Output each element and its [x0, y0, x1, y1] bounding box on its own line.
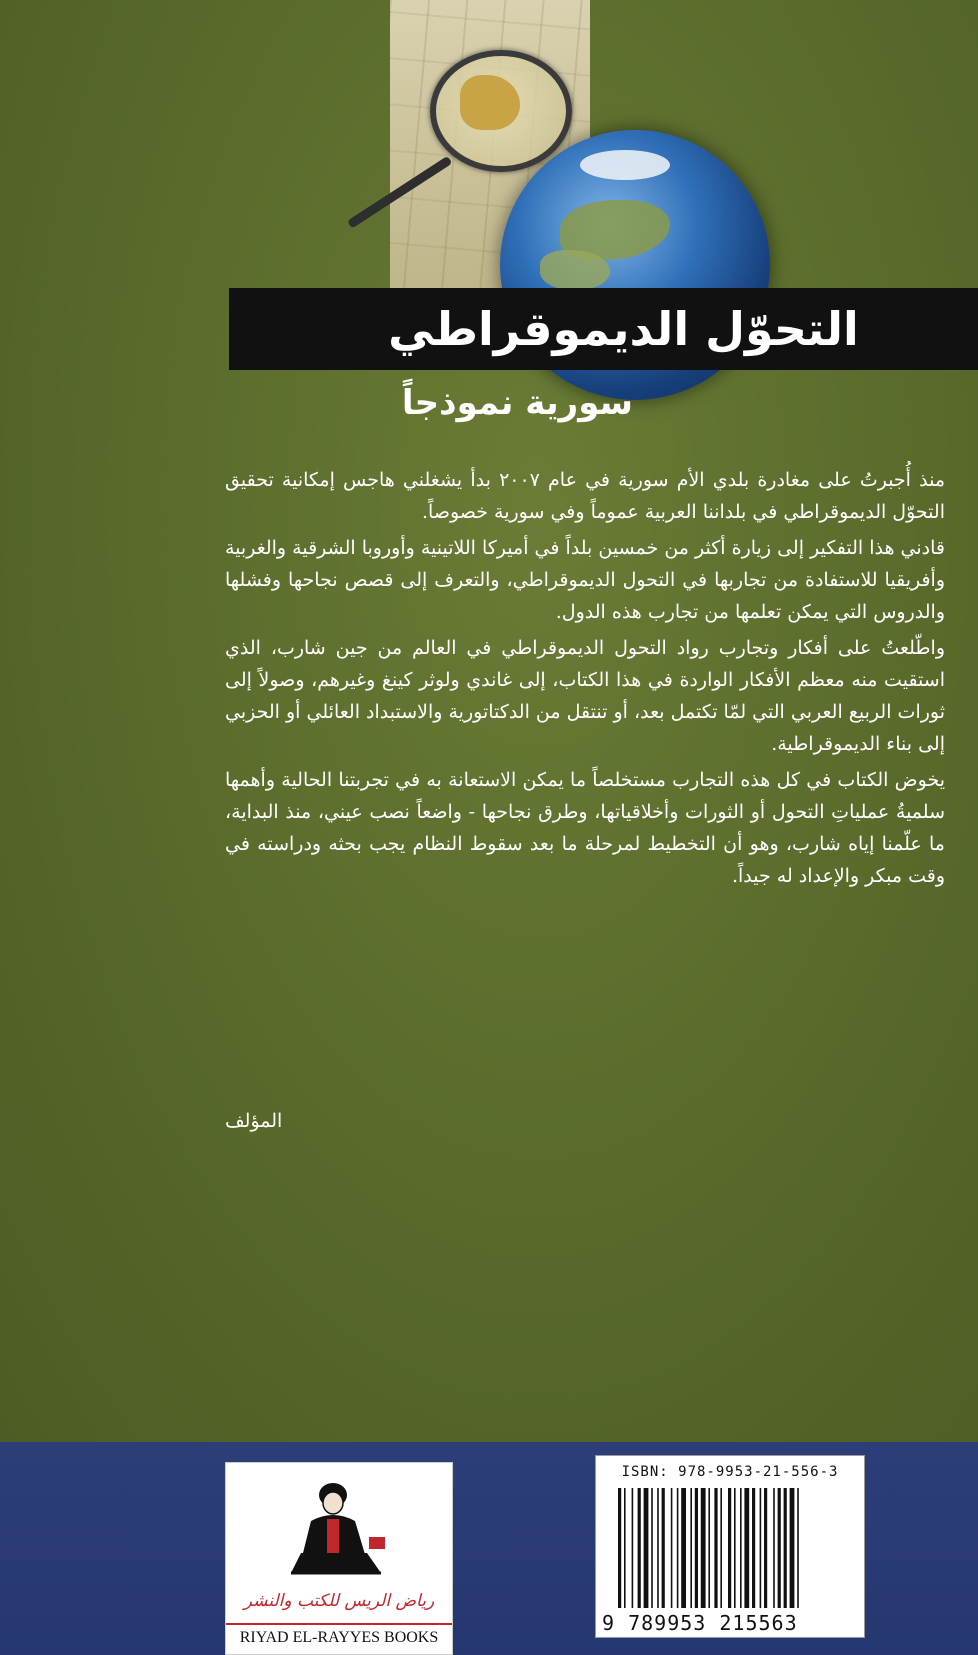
barcode-bars-icon [618, 1488, 846, 1608]
title-band [229, 288, 978, 370]
barcode-label [595, 1455, 865, 1638]
publisher-name-latin: RIYAD EL-RAYYES BOOKS [226, 1623, 452, 1647]
blurb-paragraph: واطّلعتُ على أفكار وتجارب رواد التحول الديموقراطي في العالم من جين شارب، الذي استقيت منه معظم الأفكار الواردة في هذا الكتاب، إلى غاندي ولوثر كينغ وغيرهم، وصولاً إلى ثورات الربيع العربي التي لمّا تكتمل بعد، أو تنتقل من الدكتاتورية والاستبداد العائلي أو الحزبي إلى بناء الديموقراطية. [225, 637, 945, 755]
blurb-paragraph: منذ أُجبرتُ على مغادرة بلدي الأم سورية في عام ٢٠٠٧ بدأ يشغلني هاجس إمكانية تحقيق التحوّل الديموقراطي في بلداننا العربية عموماً وفي سورية خصوصاً. [225, 469, 945, 523]
publisher-name-arabic: رياض الريس للكتب والنشر [243, 1591, 435, 1611]
blurb-paragraph: قادني هذا التفكير إلى زيارة أكثر من خمسين بلداً في أميركا اللاتينية وأوروبا الشرقية والغربية وأفريقيا للاستفادة من تجاربها في التحول الديموقراطي، والتعرف إلى قصص نجاحها وفشلها والدروس التي يمكن تعلمها من تجارب هذه الدول. [225, 537, 945, 623]
isbn-text: ISBN: 978-9953-21-556-3 [621, 1464, 839, 1480]
author-signature: المؤلف [225, 1110, 283, 1132]
blurb-paragraph: يخوض الكتاب في كل هذه التجارب مستخلصاً ما يمكن الاستعانة به في تجربتنا الحالية وأهمها سلميةُ عملياتِ التحول أو الثورات وأخلاقياتها، وطرق نجاحها - واضعاً نصب عيني، منذ البداية، ما علّمنا إياه شارب، وهو أن التخطيط لمرحلة ما بعد سقوط النظام يجب بحثه ودراسته في وقت مبكر والإعداد له جيداً. [225, 769, 945, 887]
blurb-text [225, 464, 945, 896]
book-subtitle: سورية نموذجاً [401, 383, 633, 423]
globe-landmass [540, 250, 610, 290]
publisher-figure-icon [271, 1481, 401, 1586]
globe-ice-cap [580, 150, 670, 180]
book-title: التحوّل الديموقراطي [388, 302, 859, 356]
publisher-logo [225, 1462, 453, 1655]
barcode-digits: 9 789953 215563 [602, 1611, 798, 1635]
